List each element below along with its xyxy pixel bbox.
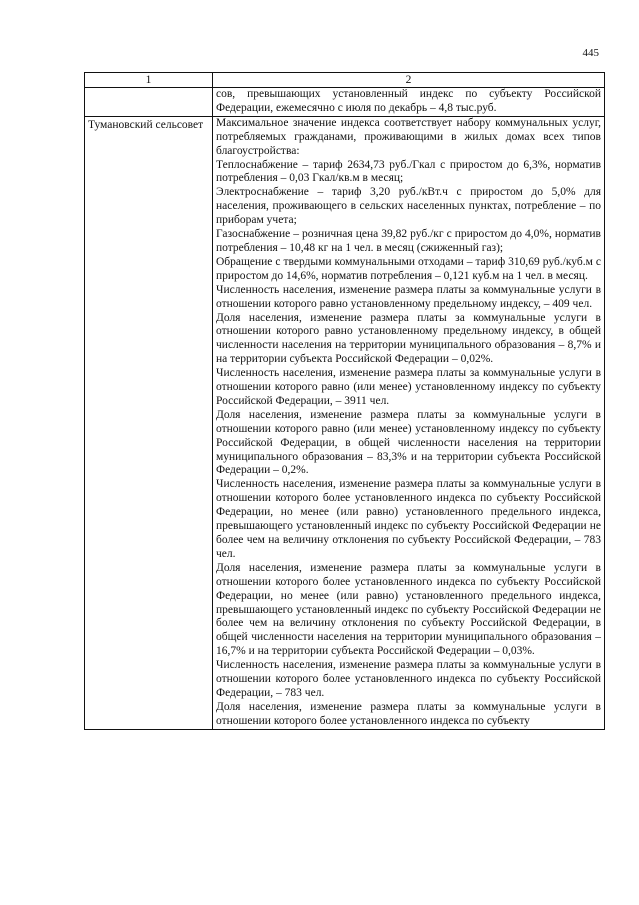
region-name: Тумановский сельсовет (88, 118, 204, 131)
page-number: 445 (582, 47, 599, 59)
table-header-row (85, 73, 605, 88)
continuation-text: сов, превышающих установленный индекс по субъекту Российской Федерации, ежемесячно с июля по декабрь – 4,8 тыс.руб. (216, 88, 601, 114)
paragraph: Численность населения, изменение размера платы за коммунальные услуги в отношении которого равно (или менее) установленному индексу по субъекту Российской Федерации, – 3911 чел. (216, 367, 601, 407)
paragraph: Численность населения, изменение размера платы за коммунальные услуги в отношении которого равно установленному предельному индексу, – 409 чел. (216, 283, 601, 310)
paragraph: Доля населения, изменение размера платы за коммунальные услуги в отношении которого более установленного индекса по субъекту Российской Федерации, но менее (или равно) установленного предельного индекса, превышающего установленный индекс по субъекту Российской Федерации не более чем на величину отклонения по субъекту Российской Федерации, в общей численности населения на территории муниципального образования – 16,7% и на территории субъекта Российской Федерации – 0,03%. (216, 561, 601, 658)
data-table (84, 72, 605, 730)
paragraph: Численность населения, изменение размера платы за коммунальные услуги в отношении которого более установленного индекса по субъекту Российской Федерации, – 783 чел. (216, 659, 601, 699)
paragraph: Теплоснабжение – тариф 2634,73 руб./Гкал с приростом до 6,3%, норматив потребления – 0,03 Гкал/кв.м в месяц; (216, 158, 601, 185)
table-cell-description (213, 116, 605, 729)
paragraph: Электроснабжение – тариф 3,20 руб./кВт.ч с приростом до 5,0% для населения, проживающего в сельских населенных пунктах, потребление – по приборам учета; (216, 186, 601, 227)
paragraph: Максимальное значение индекса соответствует набору коммунальных услуг, потребляемых гражданами, проживающими в жилых домах всех типов благоустройства: (216, 116, 601, 157)
column-header-2: 2 (213, 73, 605, 88)
paragraph: Доля населения, изменение размера платы за коммунальные услуги в отношении которого равно (или менее) установленному индексу по субъекту Российской Федерации, в общей численности населения на территории муниципального образования – 83,3% и на территории субъекта Российской Федерации – 0,2%. (216, 408, 601, 477)
table-cell (213, 88, 605, 117)
table-row (85, 88, 605, 117)
table-cell-region (85, 116, 213, 729)
table-row (85, 116, 605, 729)
paragraph: Обращение с твердыми коммунальными отходами – тариф 310,69 руб./куб.м с приростом до 14,6%, норматив потребления – 0,121 куб.м на 1 чел. в месяц. (216, 255, 601, 282)
paragraph: Доля населения, изменение размера платы за коммунальные услуги в отношении которого более установленного индекса по субъекту (216, 700, 601, 727)
paragraph: Газоснабжение – розничная цена 39,82 руб./кг с приростом до 4,0%, норматив потребления – 10,48 кг на 1 чел. в месяц (сжиженный газ); (216, 228, 601, 254)
table-cell-empty (85, 88, 213, 117)
paragraph: Численность населения, изменение размера платы за коммунальные услуги в отношении которого более установленного индекса по субъекту Российской Федерации, но менее (или равно) установленного предельного индекса, превышающего установленный индекс по субъекту Российской Федерации не более чем на величину отклонения по субъекту Российской Федерации, – 783 чел. (216, 478, 601, 560)
column-header-1: 1 (85, 73, 213, 88)
paragraph: Доля населения, изменение размера платы за коммунальные услуги в отношении которого равно установленному предельному индексу, в общей численности населения на территории муниципального образования – 8,7% и на территории субъекта Российской Федерации – 0,02%. (216, 311, 601, 366)
